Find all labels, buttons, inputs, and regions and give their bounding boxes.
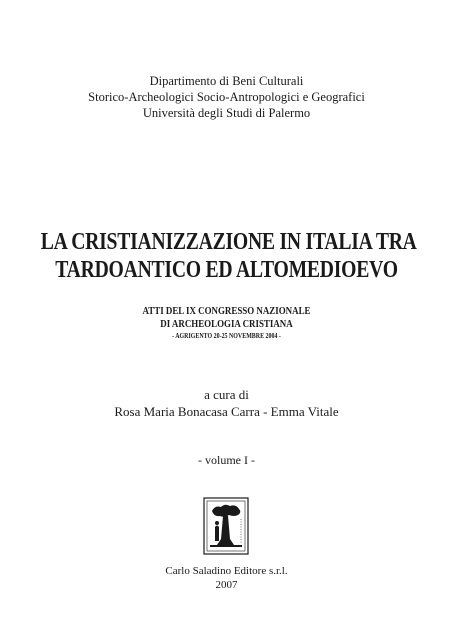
publisher-block [0,564,453,592]
institution-department: Dipartimento di Beni Culturali [149,74,304,88]
institution-department-subtitle: Storico-Archeologici Socio-Antropologici e Geografici [88,90,365,104]
editors-block [0,386,453,420]
publisher-logo-icon [203,497,249,555]
proceedings-line-1: ATTI DEL IX CONGRESSO NAZIONALE [142,306,311,317]
book-title-line-1: LA CRISTIANIZZAZIONE IN ITALIA TRA [40,229,417,255]
book-title-line-2: TARDOANTICO ED ALTOMEDIOEVO [55,257,398,283]
proceedings-line-2: DI ARCHEOLOGIA CRISTIANA [160,319,293,330]
publisher-name: Carlo Saladino Editore s.r.l. [165,565,288,577]
editors-label: a cura di [204,387,249,402]
publication-year: 2007 [215,579,238,591]
proceedings-location-date: - AGRIGENTO 20-25 NOVEMBRE 2004 - [172,332,281,340]
editors-names: Rosa Maria Bonacasa Carra - Emma Vitale [114,404,339,419]
institution-block [0,73,453,121]
institution-university: Università degli Studi di Palermo [142,106,311,120]
book-title [40,228,417,284]
volume-label: - volume I - [198,453,255,467]
proceedings-block [34,305,419,342]
